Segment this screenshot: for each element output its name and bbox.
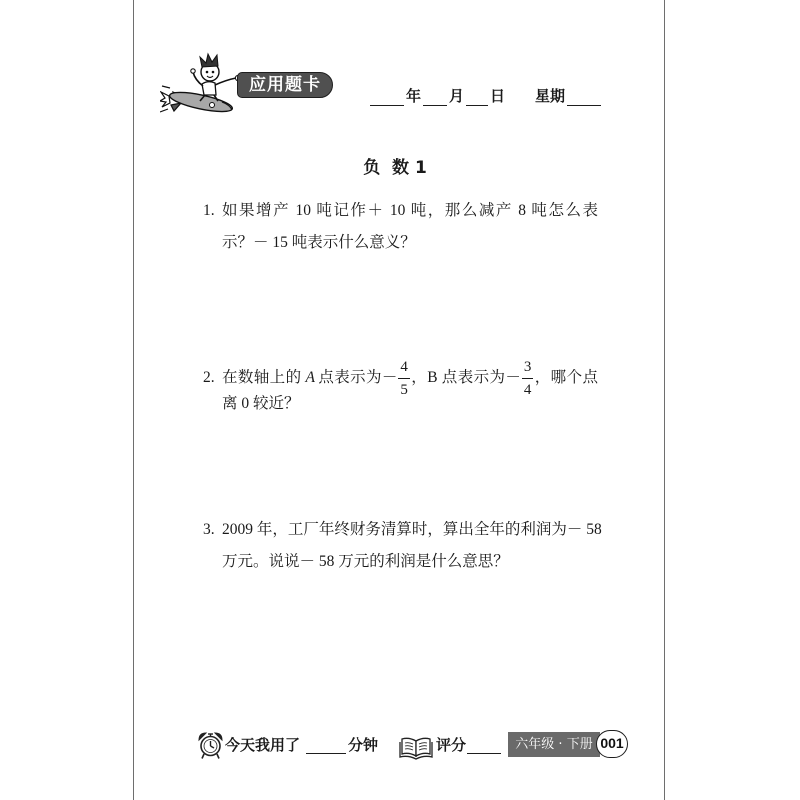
minutes-unit-label: 分钟 [348, 736, 379, 754]
weekday-label: 星期 [535, 89, 566, 105]
grade-volume-tab [508, 732, 600, 757]
fraction-denominator: 5 [400, 381, 408, 398]
year-blank[interactable] [370, 88, 404, 106]
page-number-badge [596, 730, 628, 758]
day-label: 日 [490, 89, 506, 105]
page-number: 001 [600, 735, 624, 751]
card-type-badge [237, 72, 333, 98]
worksheet-page [133, 0, 665, 800]
minutes-blank[interactable] [306, 736, 346, 754]
fraction-numerator: 3 [522, 358, 534, 379]
alarm-clock-icon [197, 731, 224, 760]
book-icon [399, 734, 433, 760]
date-line [370, 88, 601, 106]
score-blank[interactable] [467, 736, 501, 754]
question-text: 在数轴上的 [222, 369, 302, 386]
fraction-a [398, 358, 410, 399]
question-number: 3. [203, 521, 215, 538]
question-text-line [222, 357, 598, 399]
question-text: 点表示为－ [317, 369, 398, 386]
page-title: 负 数 1 [363, 158, 427, 178]
time-used-label: 今天我用了 [225, 736, 301, 754]
question-text-line: 万元。说说－ 58 万元的利润是什么意思？ [222, 553, 509, 570]
month-blank[interactable] [423, 88, 447, 106]
rocket-kid-icon [160, 50, 244, 118]
question-text: ，B 点表示为－ [410, 369, 521, 386]
question-text: ，哪个点 [534, 369, 598, 386]
fraction-numerator: 4 [398, 358, 410, 379]
question-text-line: 如果增产 10 吨记作＋ 10 吨，那么减产 8 吨怎么表 [222, 202, 598, 219]
question-number: 1. [203, 202, 215, 219]
question-text-line: 示？－ 15 吨表示什么意义？ [222, 234, 416, 251]
weekday-blank[interactable] [567, 88, 601, 106]
score-label: 评分 [436, 736, 467, 754]
grade-volume-label: 六年级 · 下册 [515, 737, 593, 752]
year-label: 年 [406, 89, 422, 105]
question-text-line: 离 0 较近？ [222, 395, 300, 412]
fraction-b [522, 358, 534, 399]
card-type-label: 应用题卡 [249, 75, 321, 95]
day-blank[interactable] [466, 88, 488, 106]
question-number: 2. [203, 369, 215, 386]
question-text-line: 2009 年，工厂年终财务清算时，算出全年的利润为－ 58 [222, 521, 602, 538]
point-a-variable: A [305, 369, 315, 386]
month-label: 月 [449, 89, 465, 105]
fraction-denominator: 4 [523, 381, 532, 398]
